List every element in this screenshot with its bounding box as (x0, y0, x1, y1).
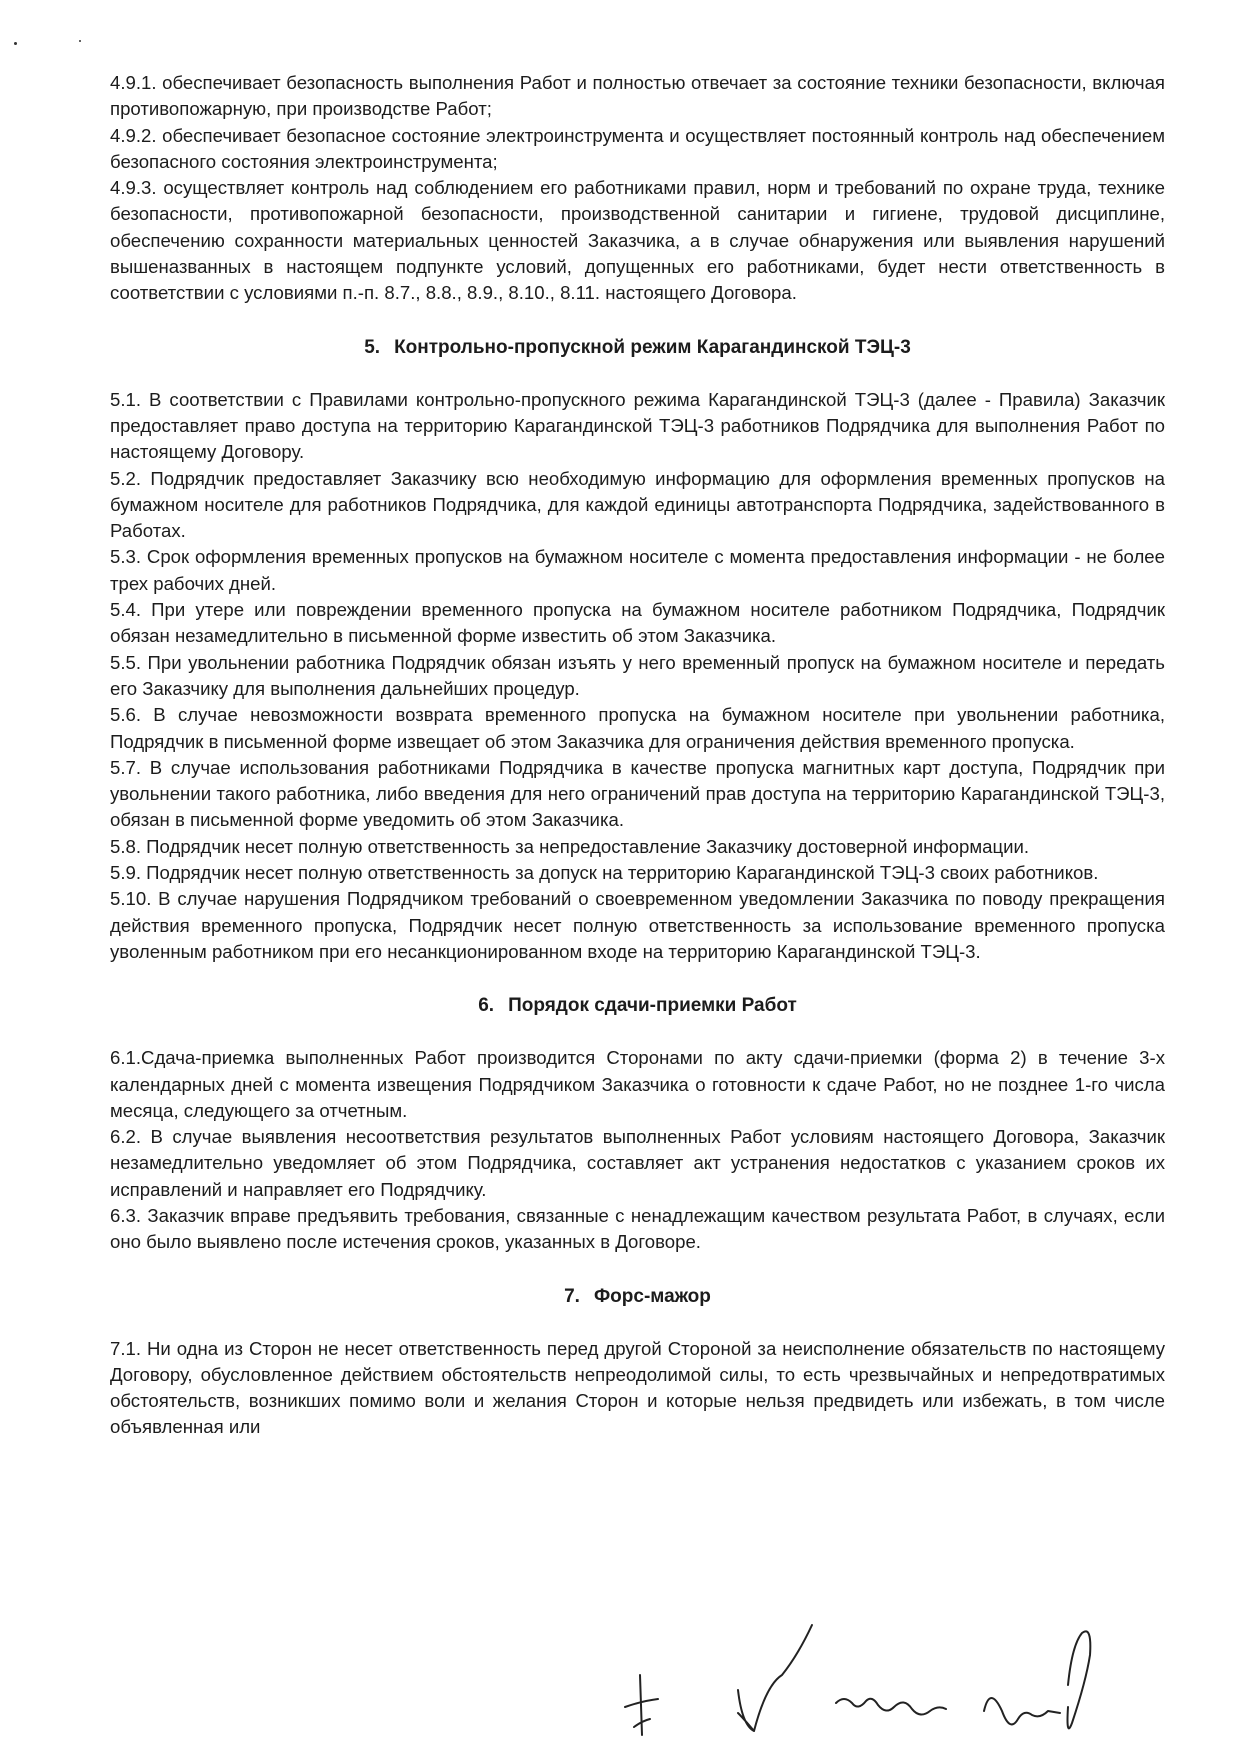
section-title: Контрольно-пропускной режим Карагандинской ТЭЦ-3 (394, 336, 911, 358)
clause-5-6: 5.6. В случае невозможности возврата временного пропуска на бумажном носителе при увольнении работника, Подрядчик в письменной форме извещает об этом Заказчика для ограничения действия временного пропуска. (110, 704, 1165, 752)
clause-5-8: 5.8. Подрядчик несет полную ответственность за непредоставление Заказчику достоверной информации. (110, 835, 1030, 857)
section-7-body (110, 1336, 1165, 1441)
clause-5-7: 5.7. В случае использования работниками Подрядчика в качестве пропуска магнитных карт доступа, Подрядчик при увольнении такого работника, либо введения для него ограничений прав доступа на территорию Карагандинской ТЭЦ-3, обязан в письменной форме уведомить об этом Заказчика. (110, 756, 1165, 831)
clause-7-1: 7.1. Ни одна из Сторон не несет ответственность перед другой Стороной за неисполнение обязательств по настоящему Договору, обусловленное действием обстоятельств непреодолимой силы, то есть чрезвычайных и непредотвратимых обстоятельств, возникших помимо воли и желания Сторон и которые нельзя предвидеть или избежать, в том числе объявленная или (110, 1337, 1165, 1438)
section-title: Форс-мажор (593, 1285, 711, 1307)
scan-speck (14, 42, 17, 45)
clause-6-3: 6.3. Заказчик вправе предъявить требования, связанные с ненадлежащим качеством результата Работ, в случаях, если оно было выявлено после истечения сроков, указанных в Договоре. (110, 1204, 1165, 1253)
signature-mark (836, 1699, 946, 1715)
clause-5-2: 5.2. Подрядчик предоставляет Заказчику всю необходимую информацию для оформления временных пропусков на бумажном носителе для работников Подрядчика, для каждой единицы автотранспорта Подрядчика, задействованного в Работах. (110, 467, 1165, 542)
section-6-body (110, 1045, 1165, 1255)
clause-6-2: 6.2. В случае выявления несоответствия результатов выполненных Работ условиям настоящего Договора, Заказчик незамедлительно уведомляет об этом Подрядчика, составляет акт устранения недостатков с указанием сроков их исправлений и направляет его Подрядчику. (110, 1126, 1165, 1200)
section-6-heading (110, 993, 1165, 1019)
section-4-tail (110, 70, 1165, 307)
section-number: 7. (564, 1285, 580, 1307)
section-5-body (110, 387, 1165, 966)
clause-5-4: 5.4. При утере или повреждении временного пропуска на бумажном носителе работником Подрядчика, Подрядчик обязан незамедлительно в письменной форме известить об этом Заказчика. (110, 599, 1165, 647)
signature-mark (984, 1631, 1090, 1728)
signature-mark (738, 1625, 812, 1731)
clause-4-9-1: 4.9.1. обеспечивает безопасность выполнения Работ и полностью отвечает за состояние техники безопасности, включая противопожарную, при производстве Работ; (110, 72, 1165, 120)
clause-4-9-2: 4.9.2. обеспечивает безопасное состояние электроинструмента и осуществляет постоянный контроль над обеспечением безопасного состояния электроинструмента; (110, 124, 1165, 172)
clause-5-9: 5.9. Подрядчик несет полную ответственность за допуск на территорию Карагандинской ТЭЦ-3 своих работников. (110, 862, 1099, 884)
section-title: Порядок сдачи-приемки Работ (508, 995, 797, 1017)
signature-mark (625, 1675, 658, 1735)
section-number: 6. (478, 995, 495, 1017)
clause-5-5: 5.5. При увольнении работника Подрядчик обязан изъять у него временный пропуск на бумажном носителе и передать его Заказчику для выполнения дальнейших процедур. (110, 651, 1165, 699)
scan-speck (79, 40, 81, 42)
section-number: 5. (364, 336, 381, 358)
section-7-heading (110, 1284, 1165, 1310)
clause-4-9-3: 4.9.3. осуществляет контроль над соблюдением его работниками правил, норм и требований по охране труда, технике безопасности, противопожарной безопасности, производственной санитарии и гигиене, трудовой дисциплине, обеспечению сохранности материальных ценностей Заказчика, а в случае обнаружения или выявления нарушений вышеназванных в настоящем подпункте условий, допущенных его работниками, будет нести ответственность в соответствии с условиями п.-п. 8.7., 8.8., 8.9., 8.10., 8.11. настоящего Договора. (110, 177, 1165, 304)
clause-5-3: 5.3. Срок оформления временных пропусков на бумажном носителе с момента предоставления информации - не более трех рабочих дней. (110, 546, 1165, 594)
clause-5-10: 5.10. В случае нарушения Подрядчиком требований о своевременном уведомлении Заказчика по поводу прекращения действия временного пропуска, Подрядчик несет полную ответственность за использование временного пропуска уволенным работником при его несанкционированном входе на территорию Карагандинской ТЭЦ-3. (110, 888, 1165, 962)
clause-6-1: 6.1.Сдача-приемка выполненных Работ производится Сторонами по акту сдачи-приемки (форма 2) в течение 3-х календарных дней с момента извещения Подрядчиком Заказчика о готовности к сдаче Работ, но не позднее 1-го числа месяца, следующего за отчетным. (110, 1047, 1165, 1121)
clause-5-1: 5.1. В соответствии с Правилами контрольно-пропускного режима Карагандинской ТЭЦ-3 (далее - Правила) Заказчик предоставляет право доступа на территорию Карагандинской ТЭЦ-3 работников Подрядчика для выполнения Работ по настоящему Договору. (110, 388, 1165, 463)
signatures (620, 1615, 1180, 1745)
section-5-heading (110, 335, 1165, 361)
document-body (110, 70, 1165, 1441)
